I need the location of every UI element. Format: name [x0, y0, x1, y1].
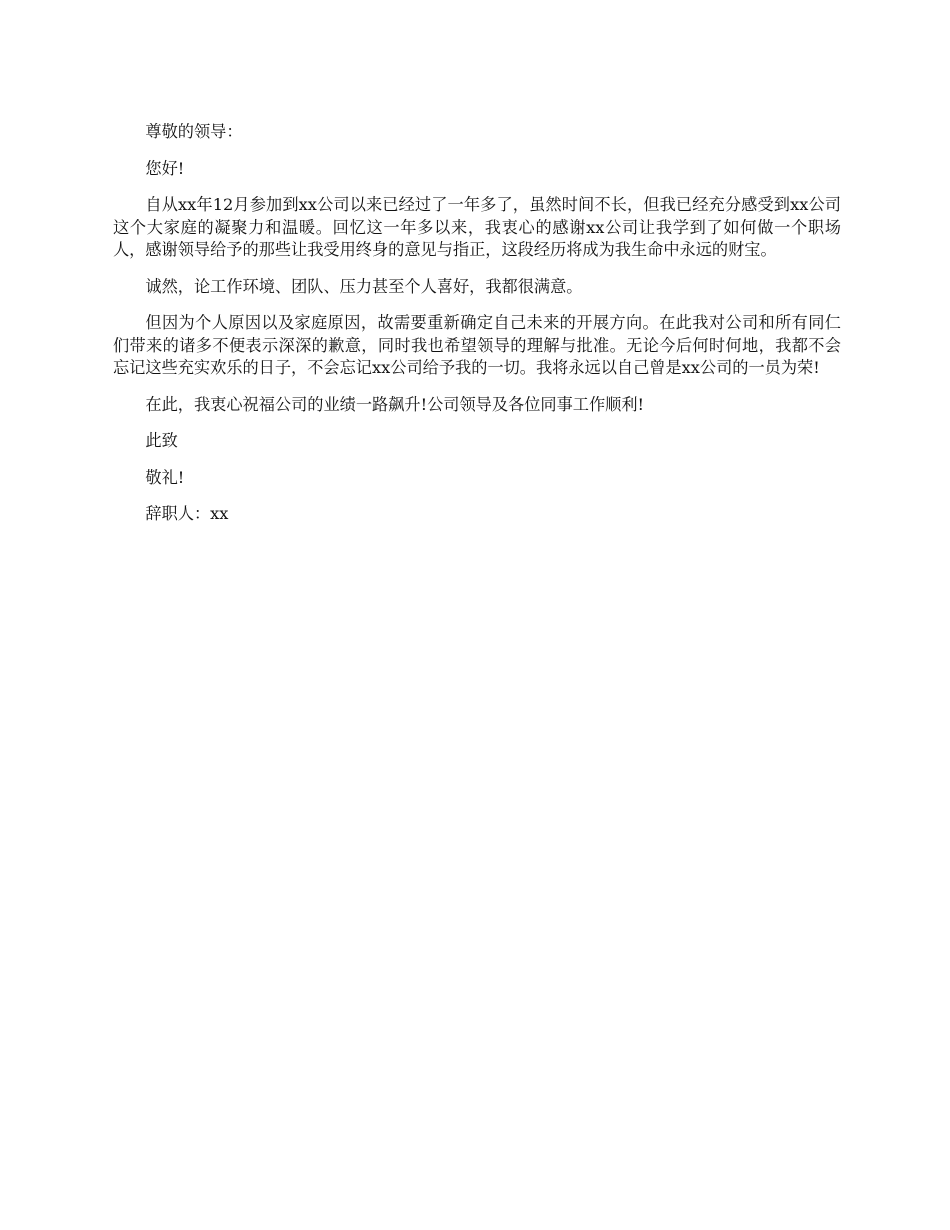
letter-body	[113, 121, 841, 540]
greeting: 您好!	[145, 158, 185, 178]
closing-line-2: 敬礼!	[145, 467, 185, 487]
paragraph-4: 在此，我衷心祝福公司的业绩一路飙升!公司领导及各位同事工作顺利!	[145, 394, 645, 414]
paragraph-3: 但因为个人原因以及家庭原因，故需要重新确定自己未来的开展方向。在此我对公司和所有同仁们带来的诸多不便表示深深的歉意，同时我也希望领导的理解与批准。无论今后何时何地，我都不会忘记这些充实欢乐的日子，不会忘记xx公司给予我的一切。我将永远以自己曾是xx公司的一员为荣!	[113, 313, 841, 377]
paragraph-2: 诚然，论工作环境、团队、压力甚至个人喜好，我都很满意。	[145, 276, 583, 296]
paragraph-1: 自从xx年12月参加到xx公司以来已经过了一年多了，虽然时间不长，但我已经充分感受到xx公司这个大家庭的凝聚力和温暖。回忆这一年多以来，我衷心的感谢xx公司让我学到了如何做一个职场人，感谢领导给予的那些让我受用终身的意见与指正，这段经历将成为我生命中永远的财宝。	[113, 195, 841, 259]
signature: 辞职人：xx	[145, 504, 229, 523]
closing-line-1: 此致	[145, 431, 178, 450]
salutation: 尊敬的领导：	[145, 122, 243, 141]
